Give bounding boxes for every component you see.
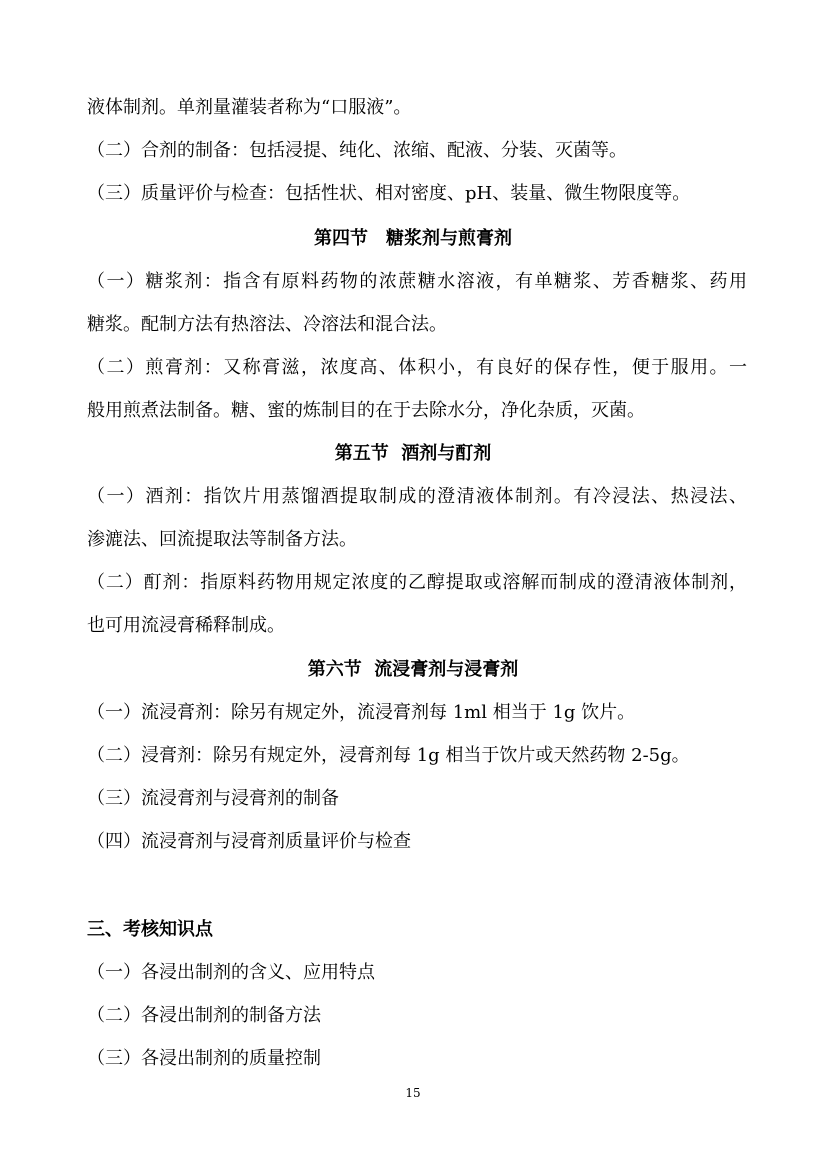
- section-heading-4: 第四节 糖浆剂与煎膏剂: [314, 228, 512, 249]
- paragraph-line: 液体制剂。单剂量灌装者称为“口服液”。: [87, 97, 412, 118]
- paragraph-line: （二）各浸出制剂的制备方法: [87, 1005, 321, 1026]
- paragraph-line: （一）酒剂：指饮片用蒸馏酒提取制成的澄清液体制剂。有冷浸法、热浸法、: [87, 486, 747, 507]
- section-heading-5: 第五节 酒剂与酊剂: [334, 443, 492, 464]
- paragraph-line: 般用煎煮法制备。糖、蜜的炼制目的在于去除水分，净化杂质，灭菌。: [87, 400, 645, 421]
- paragraph-line: 也可用流浸膏稀释制成。: [87, 615, 285, 636]
- paragraph-line: 渗漉法、回流提取法等制备方法。: [87, 529, 357, 550]
- paragraph-line: （二）酊剂：指原料药物用规定浓度的乙醇提取或溶解而制成的澄清液体制剂，: [87, 572, 747, 593]
- paragraph-line: （一）各浸出制剂的含义、应用特点: [87, 962, 375, 983]
- paragraph-line: 糖浆。配制方法有热溶法、冷溶法和混合法。: [87, 314, 447, 335]
- paragraph-line: （二）浸膏剂：除另有规定外，浸膏剂每 1g 相当于饮片或天然药物 2-5g。: [87, 745, 690, 766]
- paragraph-line: （四）流浸膏剂与浸膏剂质量评价与检查: [87, 831, 411, 852]
- paragraph-line: （三）流浸膏剂与浸膏剂的制备: [87, 788, 339, 809]
- paragraph-line: （三）质量评价与检查：包括性状、相对密度、pH、装量、微生物限度等。: [87, 183, 691, 204]
- paragraph-line: （二）合剂的制备：包括浸提、纯化、浓缩、配液、分装、灭菌等。: [87, 140, 627, 161]
- paragraph-line: （一）流浸膏剂：除另有规定外，流浸膏剂每 1ml 相当于 1g 饮片。: [87, 702, 636, 723]
- paragraph-line: （一）糖浆剂：指含有原料药物的浓蔗糖水溶液，有单糖浆、芳香糖浆、药用: [87, 271, 747, 292]
- paragraph-line: （三）各浸出制剂的质量控制: [87, 1048, 321, 1069]
- chapter-section-title: 三、考核知识点: [87, 919, 213, 940]
- page-number: 15: [405, 1086, 421, 1100]
- paragraph-line: （二）煎膏剂：又称膏滋，浓度高、体积小，有良好的保存性，便于服用。一: [87, 357, 747, 378]
- section-heading-6: 第六节 流浸膏剂与浸膏剂: [307, 659, 519, 680]
